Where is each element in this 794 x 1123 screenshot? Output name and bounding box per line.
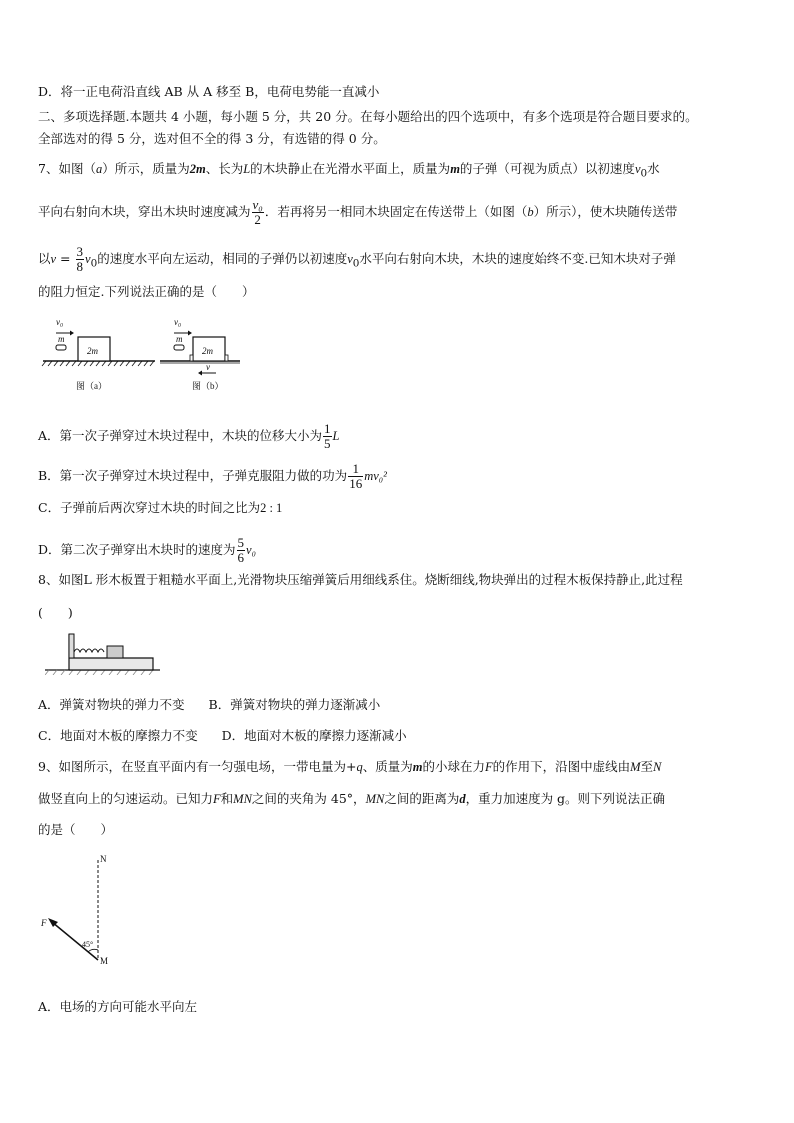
q7-stem-line2	[38, 198, 677, 227]
text: mv₀²	[364, 469, 387, 483]
text: 的小球在力	[422, 759, 485, 774]
q7-figure	[40, 315, 240, 395]
q8-option-a: A．弹簧对物块的弹力不变	[38, 697, 185, 712]
fig-a-symbol: a	[95, 162, 103, 176]
text: 的作用下，沿图中虚线由	[492, 759, 631, 774]
caption-a: 图（a）	[76, 381, 107, 391]
q9-option-a: A．电场的方向可能水平向左	[38, 999, 198, 1014]
q9-figure	[38, 852, 128, 977]
q8-paren: ( )	[38, 605, 73, 620]
q8-option-b: B．弹簧对物块的弹力逐渐减小	[208, 697, 381, 712]
label-M: M	[100, 956, 109, 966]
block	[107, 646, 123, 658]
fig-b-symbol: b	[527, 205, 534, 219]
q8-option-c: C．地面对木板的摩擦力不变	[38, 728, 198, 743]
label-N: N	[100, 854, 107, 864]
text: B．第一次子弹穿过木块过程中，子弹克服阻力做的功为	[38, 468, 348, 483]
text: 平向右射向木块，穿出木块时速度减为	[38, 204, 251, 219]
q9-stem-line2	[38, 790, 665, 808]
label-v-b: v	[206, 362, 210, 372]
mass-m: m	[450, 162, 460, 176]
q8-stem: 8、如图L 形木板置于粗糙水平面上,光滑物块压缩弹簧后用细线系住。烧断细线,物块弹出的过程木板保持静止,此过程	[38, 572, 683, 587]
mass-2m: 2m	[189, 162, 206, 176]
text: 和	[220, 791, 234, 806]
F: F	[484, 760, 493, 774]
text: 的子弹（可视为质点）以初速度	[459, 161, 635, 176]
label-F: F	[41, 918, 47, 928]
q7-option-b	[38, 462, 387, 491]
q9-stem-line3: 的是（ ）	[38, 822, 114, 837]
text: 水平向右射向木块，木块的速度始终不变.已知木块对子弹	[359, 251, 676, 266]
text: ）所示，质量为	[102, 161, 190, 176]
text: 至	[640, 759, 654, 774]
label-v0-b: v₀	[174, 317, 182, 327]
subscript: 0	[90, 257, 98, 270]
q7-option-c	[38, 499, 282, 517]
q: q	[356, 760, 363, 774]
q7-option-a	[38, 422, 339, 451]
denominator: 8	[76, 259, 83, 274]
text: ）所示），使木块随传送带	[533, 204, 678, 219]
text: C．子弹前后两次穿过木块的时间之比为	[38, 500, 261, 515]
text: 以	[38, 251, 51, 266]
numerator: 3	[76, 244, 83, 259]
text: v₀	[246, 543, 256, 557]
denominator: 5	[324, 436, 331, 451]
fraction-3-over-8	[76, 245, 85, 274]
MN: MN	[365, 792, 385, 806]
label-v0-a: v₀	[56, 317, 64, 327]
q7-stem-line1	[38, 160, 660, 183]
text: ，重力加速度为 g。则下列说法正确	[465, 791, 666, 806]
text: 、长为	[205, 161, 244, 176]
bullet-b	[174, 345, 184, 350]
text: 做竖直向上的匀速运动。已知力	[38, 791, 214, 806]
q9-figure-svg	[38, 852, 128, 977]
q8-figure-svg	[45, 630, 160, 675]
equals: =	[56, 251, 75, 266]
m: m	[412, 760, 423, 774]
numerator: 1	[348, 462, 363, 477]
text: 9、如图所示，在竖直平面内有一匀强电场，一带电量为+	[38, 759, 357, 774]
text: 之间的距离为	[384, 791, 460, 806]
label-2m-b: 2m	[202, 346, 213, 356]
label-angle: 45°	[82, 940, 94, 949]
q8-figure	[45, 630, 160, 675]
prev-option-d: D．将一正电荷沿直线 AB 从 A 移至 B，电荷电势能一直减小	[38, 84, 380, 99]
bullet-a	[56, 345, 66, 350]
v0-symbol: v	[634, 162, 641, 176]
subscript: 0	[640, 167, 648, 180]
numerator: v₀	[252, 197, 263, 212]
q7-option-d	[38, 536, 256, 565]
fraction	[237, 536, 246, 565]
subscript: 0	[352, 257, 360, 270]
v-symbol: v	[50, 252, 57, 266]
v0-symbol: v	[347, 252, 353, 266]
F: F	[213, 792, 221, 806]
label-m-a: m	[58, 334, 65, 344]
fraction	[348, 462, 363, 491]
q7-stem-line4: 的阻力恒定.下列说法正确的是（ ）	[38, 284, 255, 299]
v0-symbol: v	[85, 252, 91, 266]
text: 的速度水平向左运动，相同的子弹仍以初速度	[97, 251, 348, 266]
denominator: 6	[237, 550, 245, 565]
denominator: 2	[254, 212, 261, 227]
MN: MN	[233, 792, 252, 806]
fraction-v0-over-2	[252, 198, 264, 227]
text: A．第一次子弹穿过木块过程中，木块的位移大小为	[38, 428, 323, 443]
text: 7、如图（	[38, 161, 96, 176]
q9-stem-line1	[38, 758, 661, 776]
text: 水	[647, 161, 660, 176]
label-2m-a: 2m	[87, 346, 98, 356]
spring	[74, 649, 104, 652]
text: L	[332, 429, 340, 443]
text: 的木块静止在光滑水平面上，质量为	[250, 161, 451, 176]
N: N	[653, 760, 662, 774]
text: 之间的夹角为 45°，	[251, 791, 366, 806]
q7-stem-line3	[38, 245, 676, 274]
numerator: 1	[324, 421, 331, 436]
M: M	[630, 760, 641, 774]
q8-options-ab	[38, 696, 380, 714]
d: d	[459, 792, 466, 806]
denominator: 16	[349, 476, 363, 491]
q8-option-d: D．地面对木板的摩擦力逐渐减小	[221, 728, 407, 743]
q8-options-cd	[38, 727, 407, 745]
text: ．若再将另一相同木块固定在传送带上（如图（	[264, 204, 528, 219]
fraction	[323, 422, 332, 451]
text: 2 : 1	[260, 501, 283, 515]
section2-line2: 全部选对的得 5 分，选对但不全的得 3 分，有选错的得 0 分。	[38, 131, 386, 146]
label-m-b: m	[176, 334, 183, 344]
numerator: 5	[237, 535, 245, 550]
text: D．第二次子弹穿出木块时的速度为	[38, 542, 236, 557]
text: 、质量为	[362, 759, 413, 774]
caption-b: 图（b）	[192, 381, 224, 391]
length-L: L	[243, 162, 251, 176]
section2-line1: 二、多项选择题.本题共 4 小题，每小题 5 分，共 20 分。在每小题给出的四个选项中，有多个选项是符合题目要求的。	[38, 109, 698, 124]
